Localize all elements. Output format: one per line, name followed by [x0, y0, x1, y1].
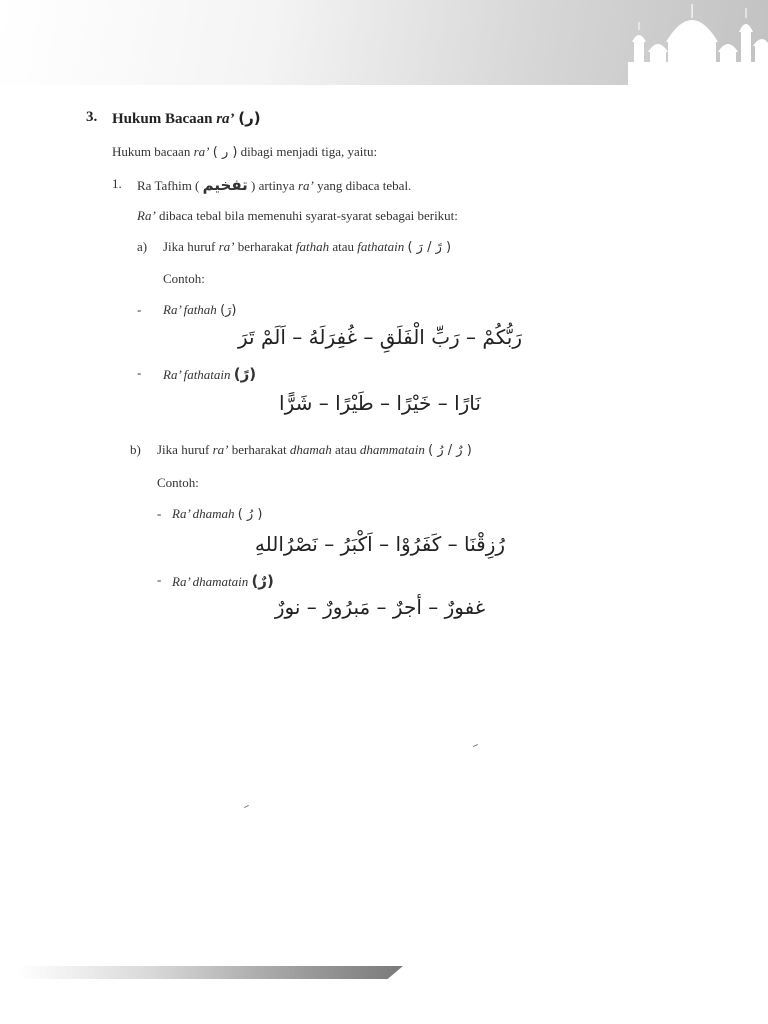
b-dhamah-arabic: ( رُ ) — [237, 507, 263, 522]
item1-text3: yang dibaca tebal. — [313, 178, 412, 193]
a-italic3: fathatain — [357, 239, 405, 254]
b-dhamatain-label-line — [172, 572, 274, 590]
stray-mark — [473, 744, 478, 747]
intro-paragraph — [112, 144, 377, 160]
intro-arabic: ( ر ) — [212, 145, 238, 160]
item1-text2: ) artinya — [247, 178, 298, 193]
b-dhamah-label: Ra’ dhamah — [172, 506, 235, 521]
heading-arabic: (ر) — [238, 109, 261, 127]
a-text3: atau — [329, 239, 358, 254]
a-fathatain-label-line — [163, 365, 256, 383]
b-text3: atau — [331, 442, 360, 457]
condition-text: dibaca tebal bila memenuhi syarat-syarat sebagai berikut: — [155, 208, 458, 223]
b-contoh: Contoh: — [157, 475, 199, 490]
a-fathatain-bullet: - — [137, 365, 142, 380]
a-arabic: ( رً / رَ ) — [407, 240, 452, 255]
footer-bar — [18, 966, 403, 979]
a-fathah-arabic: (رَ) — [220, 303, 237, 318]
b-dhamah-label-line — [172, 506, 262, 522]
a-fathah-bullet: - — [137, 302, 142, 317]
item1-italic: ra’ — [297, 178, 314, 193]
item1-number: 1. — [112, 176, 122, 191]
a-italic1: ra’ — [218, 239, 235, 254]
section-b-label: b) — [130, 442, 141, 457]
b-italic1: ra’ — [212, 442, 229, 457]
heading-italic: ra’ — [216, 111, 235, 127]
intro-text1: Hukum bacaan — [112, 144, 194, 159]
b-italic2: dhamah — [289, 442, 332, 457]
a-fathatain-label: Ra’ fathatain — [163, 367, 231, 382]
mosque-silhouette-icon — [628, 0, 768, 85]
b-italic3: dhammatain — [359, 442, 425, 457]
b-dhamatain-label: Ra’ dhamatain — [172, 574, 249, 589]
section-b-line — [157, 442, 472, 458]
item1-line — [137, 176, 411, 194]
intro-italic: ra’ — [193, 144, 210, 159]
b-dhamatain-bullet: - — [157, 572, 162, 587]
a-fathah-label: Ra’ fathah — [163, 302, 217, 317]
stray-mark — [244, 805, 249, 808]
section-a-line — [163, 239, 451, 255]
heading-plain: Hukum Bacaan — [112, 111, 213, 127]
intro-text2: dibagi menjadi tiga, yaitu: — [237, 144, 378, 159]
b-text2: berharakat — [228, 442, 290, 457]
a-contoh: Contoh: — [163, 271, 205, 286]
a-text1: Jika huruf — [163, 239, 219, 254]
b-text1: Jika huruf — [157, 442, 213, 457]
b-dhamatain-arabic: (رٌ) — [251, 572, 274, 590]
a-fathatain-arabic: (رً) — [233, 365, 257, 383]
section-heading — [112, 109, 261, 128]
item1-condition — [137, 208, 458, 224]
a-italic2: fathah — [295, 239, 330, 254]
b-dhamah-examples: رُزِقْنَا – كَفَرُوْا – اَكْبَرُ – نَصْرُاللهِ — [254, 532, 506, 556]
b-dhamatain-examples: غفورٌ – أجرٌ – مَبرُورٌ – نورٌ — [274, 595, 486, 619]
b-dhamah-bullet: - — [157, 506, 162, 521]
section-number: 3. — [86, 109, 98, 125]
item1-text1: Ra Tafhim ( — [137, 178, 200, 193]
condition-italic: Ra’ — [137, 208, 156, 223]
item1-arabic: تفخيم — [202, 176, 248, 194]
a-text2: berharakat — [234, 239, 296, 254]
a-fathah-label-line — [163, 302, 236, 318]
a-fathatain-examples: نَارًا – خَيْرًا – طَيْرًا – شَرًّا — [279, 391, 481, 415]
section-a-label: a) — [137, 239, 148, 254]
a-fathah-examples: رَبُّكُمْ – رَبِّ الْفَلَقِ – غُفِرَلَهُ – اَلَمْ تَرَ — [238, 325, 522, 349]
b-arabic: ( رٌ / رُ ) — [428, 443, 472, 458]
